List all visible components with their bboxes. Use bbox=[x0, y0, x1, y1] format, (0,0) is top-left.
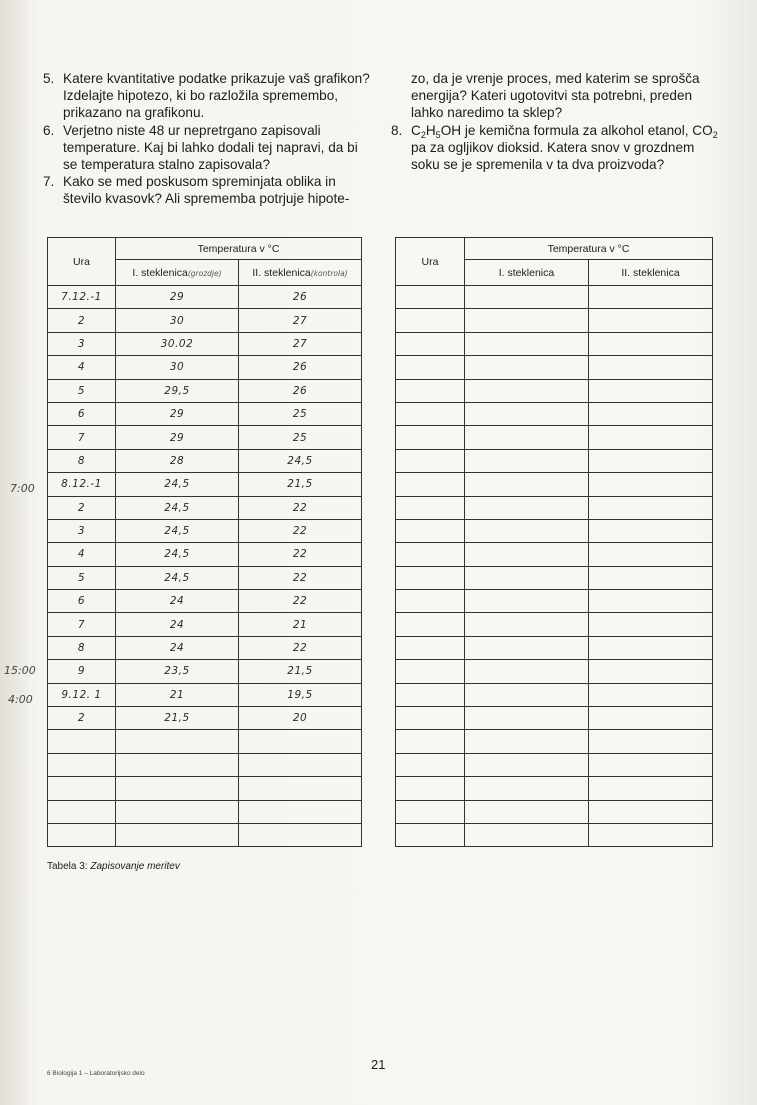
bottle1-cell bbox=[465, 707, 589, 730]
bottle1-cell: 24 bbox=[116, 613, 239, 636]
bottle1-cell bbox=[465, 636, 589, 659]
bottle1-cell bbox=[465, 332, 589, 355]
bottle1-cell bbox=[116, 730, 239, 753]
bottle1-cell bbox=[465, 473, 589, 496]
bottle2-cell bbox=[589, 519, 713, 542]
bottle2-cell bbox=[589, 449, 713, 472]
bottle2-cell: 25 bbox=[239, 402, 362, 425]
table-row bbox=[48, 753, 362, 776]
hour-cell bbox=[396, 613, 465, 636]
bottle1-cell: 24,5 bbox=[116, 519, 239, 542]
hour-cell: 8 bbox=[48, 449, 116, 472]
bottle1-cell: 24,5 bbox=[116, 473, 239, 496]
bottle1-cell bbox=[465, 496, 589, 519]
bottle2-cell bbox=[589, 402, 713, 425]
table-row bbox=[48, 543, 362, 566]
hour-cell bbox=[396, 753, 465, 776]
bottle2-cell bbox=[589, 660, 713, 683]
bottle1-cell: 30 bbox=[116, 309, 239, 332]
bottle2-header: II. steklenica bbox=[589, 260, 713, 286]
bottle1-cell: 21 bbox=[116, 683, 239, 706]
table-row bbox=[396, 800, 713, 823]
table-body bbox=[48, 286, 362, 847]
table-row bbox=[396, 402, 713, 425]
bottle2-cell bbox=[589, 823, 713, 846]
page-number: 21 bbox=[371, 1057, 386, 1072]
hour-cell bbox=[396, 309, 465, 332]
table-row bbox=[48, 707, 362, 730]
hour-cell: 3 bbox=[48, 519, 116, 542]
bottle2-header: II. steklenica(kontrola) bbox=[239, 260, 362, 286]
bottle1-cell bbox=[116, 777, 239, 800]
table-row bbox=[48, 426, 362, 449]
bottle2-cell bbox=[589, 332, 713, 355]
bottle1-cell bbox=[465, 449, 589, 472]
bottle1-cell bbox=[465, 426, 589, 449]
bottle1-cell: 29 bbox=[116, 286, 239, 309]
bottle2-cell bbox=[589, 496, 713, 519]
table-row bbox=[48, 496, 362, 519]
hour-header: Ura bbox=[396, 238, 465, 286]
question-number: 6. bbox=[43, 122, 55, 138]
hour-cell bbox=[396, 332, 465, 355]
table-row bbox=[396, 426, 713, 449]
hour-cell bbox=[396, 543, 465, 566]
hour-cell: 2 bbox=[48, 496, 116, 519]
bottle2-cell bbox=[589, 286, 713, 309]
hour-cell bbox=[396, 823, 465, 846]
table-caption: Tabela 3: Zapisovanje meritev bbox=[47, 861, 180, 872]
table-row bbox=[396, 332, 713, 355]
bottle2-cell bbox=[589, 707, 713, 730]
hour-cell bbox=[396, 426, 465, 449]
hour-header: Ura bbox=[48, 238, 116, 286]
bottle1-header: I. steklenica(grozdje) bbox=[116, 260, 239, 286]
table-row bbox=[48, 566, 362, 589]
question-6 bbox=[40, 122, 370, 174]
bottle1-cell: 29 bbox=[116, 402, 239, 425]
bottle2-cell: 21,5 bbox=[239, 473, 362, 496]
bottle1-cell: 24 bbox=[116, 636, 239, 659]
table-row bbox=[48, 402, 362, 425]
question-text: Verjetno niste 48 ur nepretrgano zapisovali temperature. Kaj bi lahko dodali tej napravi, da bi se temperatura stalno zapisovala? bbox=[63, 122, 358, 173]
table-row bbox=[396, 823, 713, 846]
hour-cell: 4 bbox=[48, 543, 116, 566]
bottle2-cell bbox=[239, 800, 362, 823]
hour-cell bbox=[396, 777, 465, 800]
hour-cell: 9.12. 1 bbox=[48, 683, 116, 706]
table-row bbox=[396, 519, 713, 542]
bottle1-header: I. steklenica bbox=[465, 260, 589, 286]
table-row bbox=[48, 777, 362, 800]
bottle1-cell bbox=[465, 519, 589, 542]
bottle2-cell: 26 bbox=[239, 379, 362, 402]
table-row bbox=[396, 613, 713, 636]
table-row bbox=[48, 636, 362, 659]
hour-cell: 7 bbox=[48, 613, 116, 636]
bottle1-cell bbox=[116, 823, 239, 846]
margin-note: 7:00 bbox=[10, 482, 35, 495]
table-row bbox=[48, 823, 362, 846]
hour-cell: 3 bbox=[48, 332, 116, 355]
table-body bbox=[396, 286, 713, 847]
question-text: $C_2H_5OH$ je kemična formula za alkohol etanol, $CO_2$ pa za ogljikov dioksid. Katera snov v grozdnem soku se je spremenila v ta dva proizvoda? bbox=[411, 122, 718, 173]
bottle2-cell bbox=[589, 613, 713, 636]
hour-cell bbox=[48, 730, 116, 753]
bottle1-cell: 21,5 bbox=[116, 707, 239, 730]
measurement-table-empty bbox=[395, 237, 713, 847]
temperature-header: Temperatura v °C bbox=[116, 238, 362, 260]
hour-cell: 2 bbox=[48, 707, 116, 730]
table-row bbox=[48, 613, 362, 636]
bottle1-cell bbox=[465, 379, 589, 402]
bottle1-cell bbox=[465, 823, 589, 846]
hour-cell: 7 bbox=[48, 426, 116, 449]
table-row bbox=[396, 473, 713, 496]
table-row bbox=[48, 309, 362, 332]
bottle2-cell: 27 bbox=[239, 332, 362, 355]
table-row bbox=[48, 800, 362, 823]
bottle1-cell: 24,5 bbox=[116, 543, 239, 566]
table-row bbox=[396, 590, 713, 613]
bottle2-cell bbox=[589, 636, 713, 659]
bottle2-cell bbox=[589, 566, 713, 589]
hour-cell bbox=[396, 730, 465, 753]
bottle2-cell bbox=[589, 543, 713, 566]
question-number: 7. bbox=[43, 174, 55, 190]
hour-cell: 7.12.-1 bbox=[48, 286, 116, 309]
question-7 bbox=[40, 173, 370, 207]
bottle2-cell: 26 bbox=[239, 286, 362, 309]
hour-cell bbox=[396, 356, 465, 379]
bottle2-cell bbox=[239, 753, 362, 776]
bottle2-cell bbox=[589, 730, 713, 753]
hour-cell bbox=[48, 753, 116, 776]
table-row bbox=[396, 707, 713, 730]
table-row bbox=[48, 473, 362, 496]
bottle1-cell bbox=[116, 800, 239, 823]
hour-cell: 8.12.-1 bbox=[48, 473, 116, 496]
table-row bbox=[396, 777, 713, 800]
bottle1-cell bbox=[465, 613, 589, 636]
bottle1-cell: 24,5 bbox=[116, 566, 239, 589]
question-5 bbox=[40, 70, 370, 122]
bottle1-cell bbox=[465, 286, 589, 309]
hour-cell bbox=[396, 496, 465, 519]
hour-cell: 9 bbox=[48, 660, 116, 683]
bottle1-cell bbox=[465, 356, 589, 379]
table-row bbox=[396, 496, 713, 519]
bottle2-cell: 22 bbox=[239, 543, 362, 566]
hour-cell bbox=[396, 683, 465, 706]
hour-cell bbox=[396, 707, 465, 730]
table-row bbox=[396, 566, 713, 589]
table-row bbox=[48, 286, 362, 309]
bottle2-cell: 20 bbox=[239, 707, 362, 730]
measurement-table-filled bbox=[47, 237, 362, 847]
hour-cell: 4 bbox=[48, 356, 116, 379]
bottle1-cell bbox=[465, 660, 589, 683]
table-row bbox=[48, 660, 362, 683]
bottle1-cell: 30 bbox=[116, 356, 239, 379]
hour-cell bbox=[396, 636, 465, 659]
bottle2-cell: 22 bbox=[239, 496, 362, 519]
hour-cell bbox=[396, 473, 465, 496]
bottle2-cell: 22 bbox=[239, 566, 362, 589]
hour-cell bbox=[396, 449, 465, 472]
bottle2-cell: 21 bbox=[239, 613, 362, 636]
questions-left-column bbox=[40, 70, 370, 208]
margin-note: 15:00 bbox=[4, 664, 36, 677]
bottle2-cell bbox=[589, 777, 713, 800]
table-row bbox=[396, 543, 713, 566]
bottle1-cell bbox=[465, 777, 589, 800]
bottle1-cell bbox=[465, 753, 589, 776]
bottle2-cell bbox=[239, 777, 362, 800]
table-row bbox=[48, 379, 362, 402]
bottle2-cell: 24,5 bbox=[239, 449, 362, 472]
question-text: Katere kvantitative podatke prikazuje vaš grafikon? Izdelajte hipotezo, ki bo razložila spremembo, prikazano na grafikonu. bbox=[63, 71, 370, 121]
bottle2-cell bbox=[589, 356, 713, 379]
bottle2-cell: 19,5 bbox=[239, 683, 362, 706]
bottle1-cell: 29 bbox=[116, 426, 239, 449]
bottle1-cell: 23,5 bbox=[116, 660, 239, 683]
bottle2-cell: 22 bbox=[239, 636, 362, 659]
question-number: 5. bbox=[43, 71, 55, 86]
handwritten-note: (kontrola) bbox=[310, 268, 348, 278]
bottle2-cell: 25 bbox=[239, 426, 362, 449]
bottle2-cell: 22 bbox=[239, 519, 362, 542]
bottle1-cell bbox=[465, 590, 589, 613]
question-8 bbox=[388, 122, 718, 174]
binding-edge bbox=[0, 0, 28, 1105]
bottle2-cell bbox=[589, 309, 713, 332]
bottle2-cell bbox=[589, 379, 713, 402]
table-row bbox=[396, 309, 713, 332]
bottle1-cell bbox=[465, 730, 589, 753]
hour-cell: 2 bbox=[48, 309, 116, 332]
hour-cell: 5 bbox=[48, 379, 116, 402]
table-row bbox=[396, 753, 713, 776]
bottle2-cell bbox=[589, 426, 713, 449]
hour-cell bbox=[396, 286, 465, 309]
bottle1-cell bbox=[465, 543, 589, 566]
bottle1-cell: 29,5 bbox=[116, 379, 239, 402]
table-row bbox=[396, 286, 713, 309]
bottle1-cell bbox=[465, 566, 589, 589]
hour-cell bbox=[48, 777, 116, 800]
hour-cell bbox=[396, 800, 465, 823]
hour-cell bbox=[48, 823, 116, 846]
hour-cell: 8 bbox=[48, 636, 116, 659]
question-7-continuation bbox=[388, 70, 718, 122]
bottle2-cell: 26 bbox=[239, 356, 362, 379]
bottle2-cell: 21,5 bbox=[239, 660, 362, 683]
hour-cell bbox=[396, 660, 465, 683]
table-row bbox=[396, 356, 713, 379]
bottle2-cell bbox=[589, 473, 713, 496]
hour-cell bbox=[396, 379, 465, 402]
hour-cell bbox=[396, 566, 465, 589]
table-row bbox=[48, 449, 362, 472]
table-row bbox=[48, 356, 362, 379]
question-text: Kako se med poskusom spreminjata oblika in število kvasovk? Ali sprememba potrjuje hipote- bbox=[63, 174, 350, 207]
bottle2-cell: 22 bbox=[239, 590, 362, 613]
bottle1-cell: 28 bbox=[116, 449, 239, 472]
question-number: 8. bbox=[391, 122, 403, 138]
margin-note: 4:00 bbox=[8, 693, 33, 706]
table-row bbox=[48, 590, 362, 613]
bottle2-cell bbox=[589, 590, 713, 613]
hour-cell: 6 bbox=[48, 590, 116, 613]
hour-cell bbox=[396, 590, 465, 613]
hour-cell bbox=[396, 519, 465, 542]
bottle2-cell bbox=[589, 753, 713, 776]
bottle1-cell bbox=[116, 753, 239, 776]
bottle1-cell: 24 bbox=[116, 590, 239, 613]
temperature-header: Temperatura v °C bbox=[465, 238, 713, 260]
bottle2-cell: 27 bbox=[239, 309, 362, 332]
questions-right-column bbox=[388, 70, 718, 173]
table-row bbox=[48, 730, 362, 753]
table-row bbox=[396, 636, 713, 659]
handwritten-note: (grozdje) bbox=[187, 268, 222, 278]
bottle1-cell: 30.02 bbox=[116, 332, 239, 355]
table-row bbox=[48, 332, 362, 355]
hour-cell bbox=[48, 800, 116, 823]
hour-cell: 6 bbox=[48, 402, 116, 425]
bottle1-cell bbox=[465, 309, 589, 332]
table-row bbox=[396, 730, 713, 753]
bottle1-cell bbox=[465, 402, 589, 425]
bottle2-cell bbox=[239, 730, 362, 753]
bottle1-cell bbox=[465, 800, 589, 823]
table-row bbox=[48, 519, 362, 542]
footer-note: 6 Biologija 1 – Laboratorijsko delo bbox=[47, 1070, 145, 1077]
table-row bbox=[396, 660, 713, 683]
table-row bbox=[396, 449, 713, 472]
table-row bbox=[48, 683, 362, 706]
bottle1-cell bbox=[465, 683, 589, 706]
table-row bbox=[396, 379, 713, 402]
bottle2-cell bbox=[589, 683, 713, 706]
hour-cell bbox=[396, 402, 465, 425]
hour-cell: 5 bbox=[48, 566, 116, 589]
question-text: zo, da je vrenje proces, med katerim se sprošča energija? Kateri ugotovitvi sta potrebni, preden lahko naredimo ta sklep? bbox=[411, 71, 700, 121]
bottle1-cell: 24,5 bbox=[116, 496, 239, 519]
table-row bbox=[396, 683, 713, 706]
bottle2-cell bbox=[589, 800, 713, 823]
bottle2-cell bbox=[239, 823, 362, 846]
